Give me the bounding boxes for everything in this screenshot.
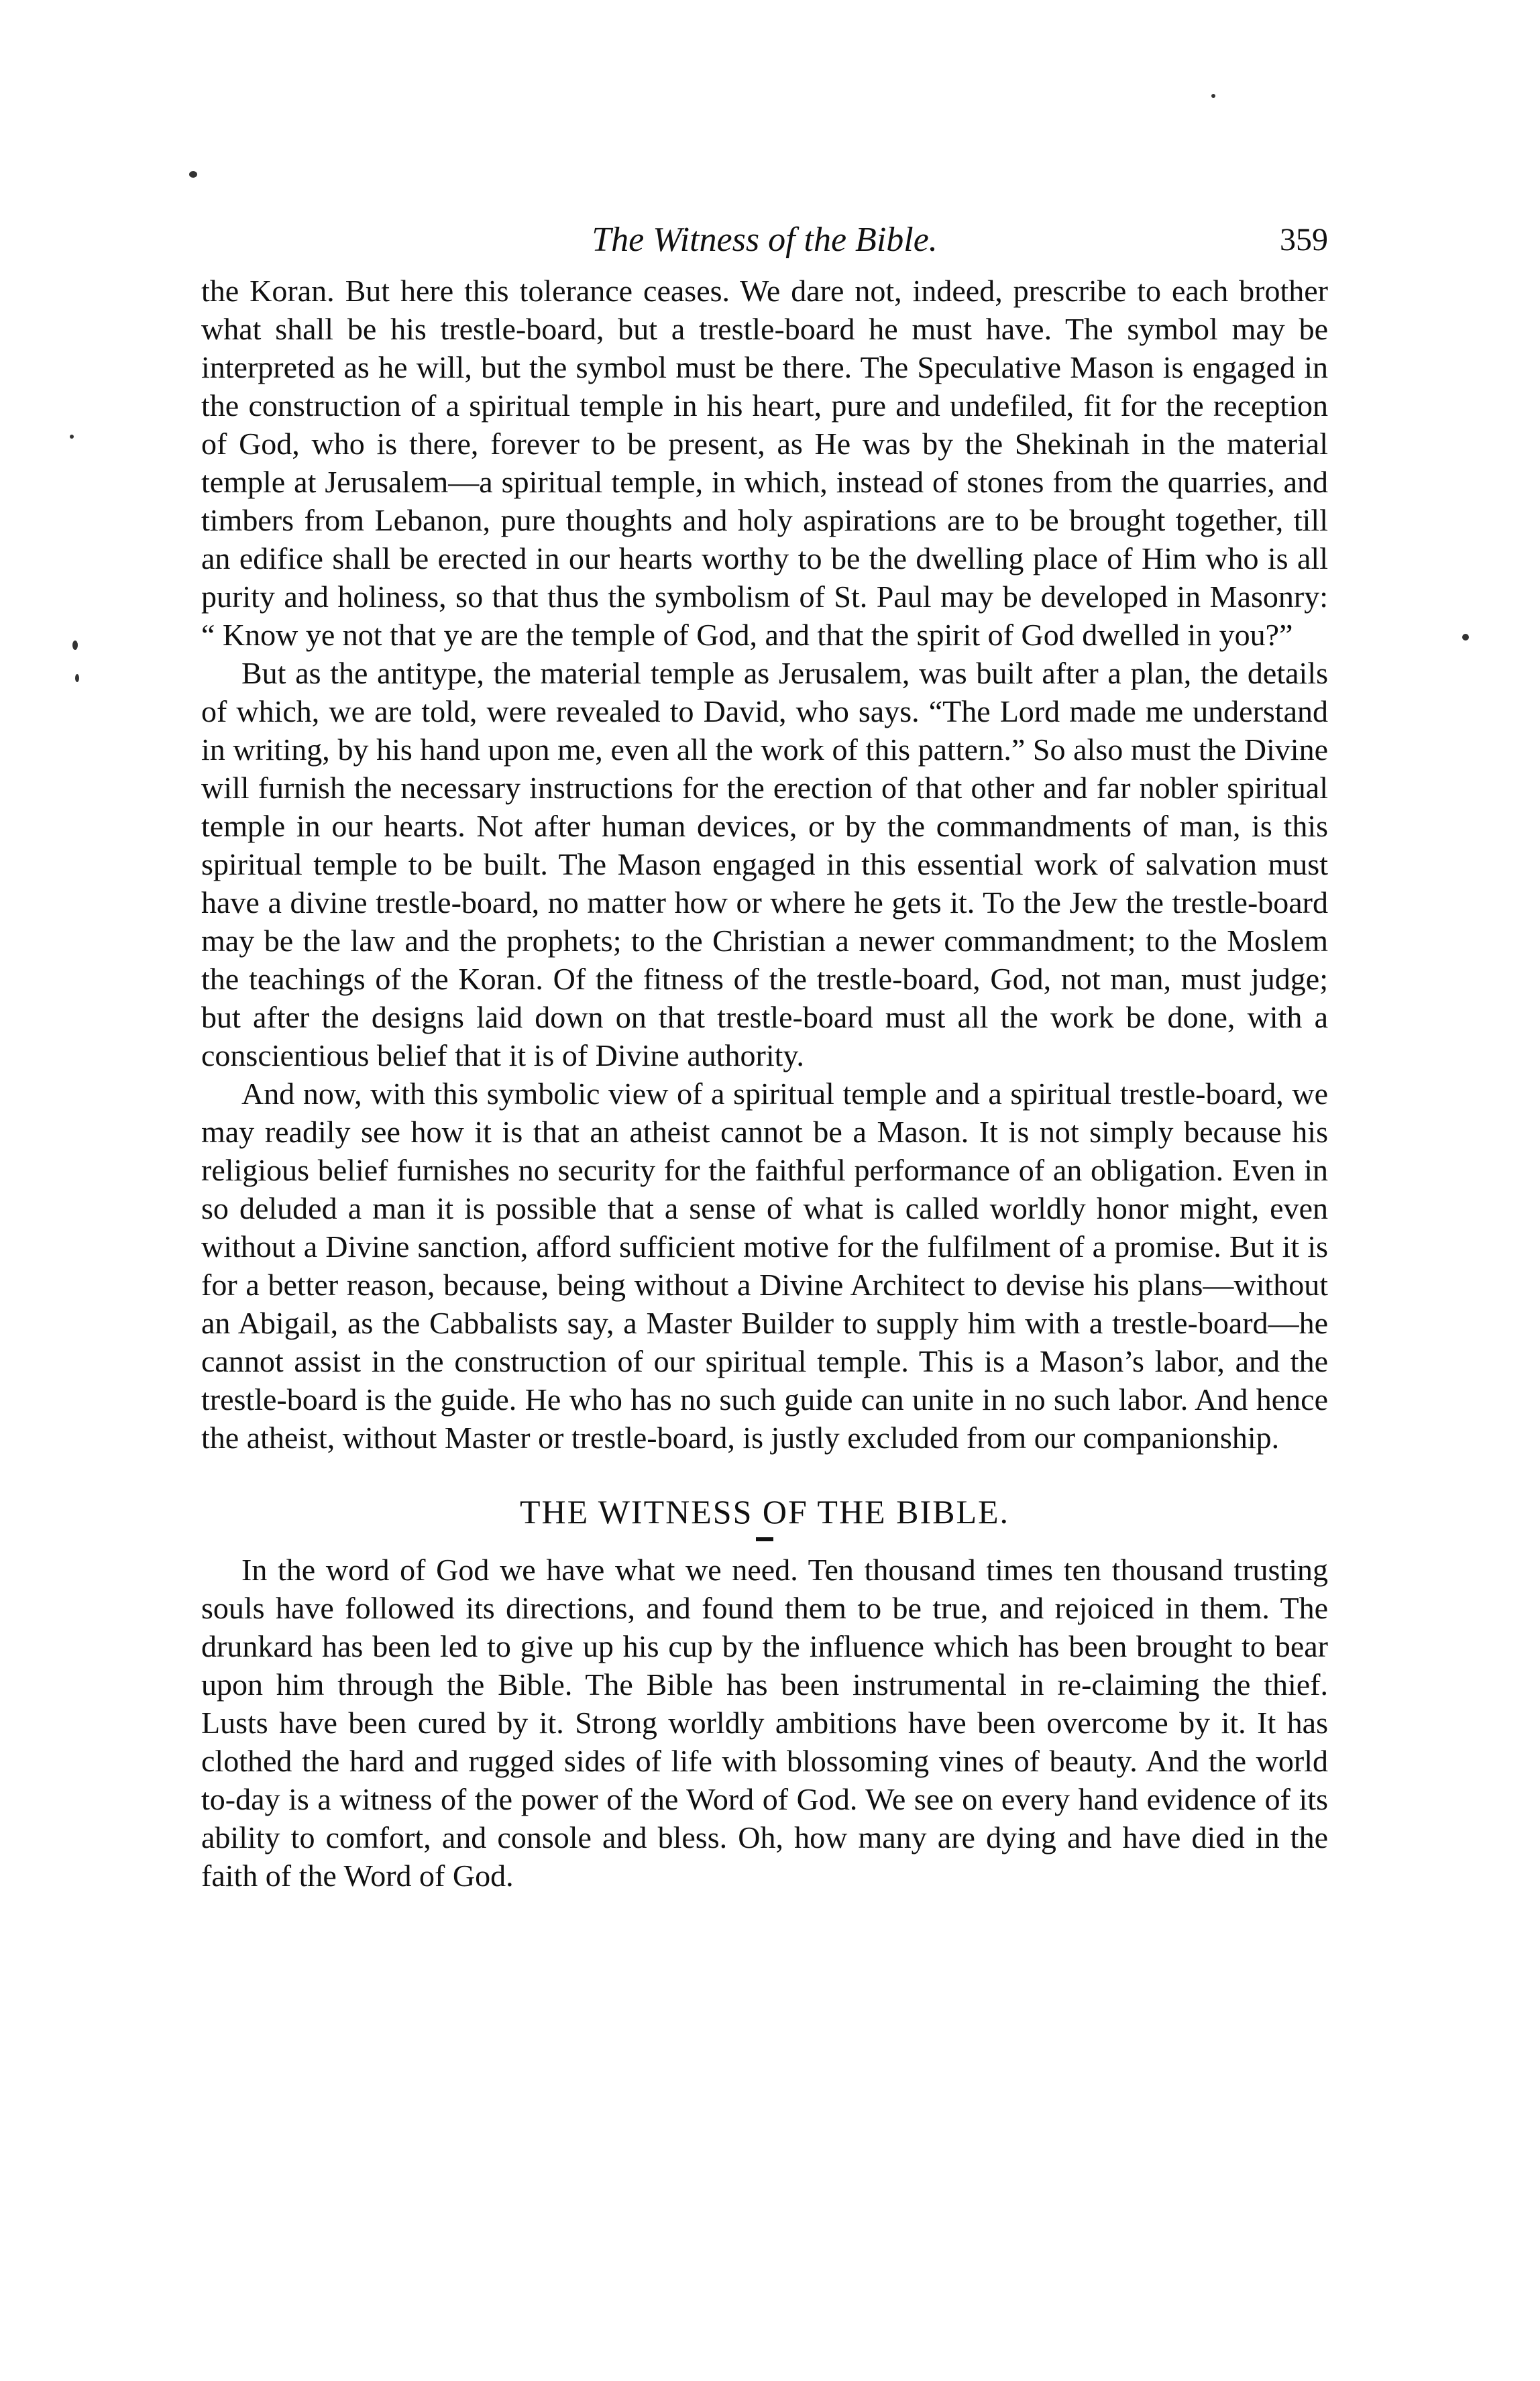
ink-speck-left-margin-3: [75, 674, 79, 682]
ink-speck-right-margin: [1462, 634, 1469, 641]
paragraph-antitype: But as the antitype, the material temple as Jerusalem, was built after a plan, the details of which, we are told, were revealed to David, who says. “The Lord made me understand in writing, by his hand upon me, even all the work of this pattern.” So also must the Divine will furnish the necessary instructions for the erection of that other and far nobler spiritual temple in our hearts. Not after human devices, or by the commandments of man, is this spiritual temple to be built. The Mason engaged in this essential work of salvation must have a divine trestle-board, no matter how or where he gets it. To the Jew the trestle-board may be the law and the prophets; to the Christian a newer commandment; to the Moslem the teachings of the Koran. Of the fitness of the trestle-board, God, not man, must judge; but after the designs laid down on that trestle-board must all the work be done, with a conscientious belief that it is of Divine authority.: [201, 656, 1328, 1072]
section-heading: THE WITNESS OF THE BIBLE.: [519, 1493, 1010, 1531]
paragraph-atheist: And now, with this symbolic view of a spiritual temple and a spiritual trestle-board, we may readily see how it is that an atheist cannot be a Mason. It is not simply because his religious belief furnishes no security for the faithful performance of an obligation. Even in so deluded a man it is possible that a sense of what is called worldly honor might, even without a Divine sanction, afford sufficient motive for the fulfilment of a promise. But it is for a better reason, because, being without a Divine Architect to devise his plans—without an Abigail, as the Cabbalists say, a Master Builder to supply him with a trestle-board—he cannot assist in the construction of our spiritual temple. This is a Mason’s labor, and the trestle-board is the guide. He who has no such guide can unite in no such labor. And hence the atheist, without Master or trestle-board, is justly excluded from our companionship.: [201, 1076, 1328, 1455]
paragraph-witness: In the word of God we have what we need. Ten thousand times ten thousand trusting souls have followed its directions, and found them to be true, and rejoiced in them. The drunkard has been led to give up his cup by the influence which has been brought to bear upon him through the Bible. The Bible has been instrumental in re-claiming the thief. Lusts have been cured by it. Strong worldly ambitions have been overcome by it. It has clothed the hard and rugged sides of life with blossoming vines of beauty. And the world to-day is a witness of the power of the Word of God. We see on every hand evidence of its ability to comfort, and console and bless. Oh, how many are dying and have died in the faith of the Word of God.: [201, 1553, 1328, 1893]
ink-speck-left-margin-1: [70, 435, 74, 439]
page-number: 359: [1280, 222, 1328, 258]
paragraph-continued: the Koran. But here this tolerance ceases. We dare not, indeed, prescribe to each brother what shall be his trestle-board, but a trestle-board he must have. The symbol may be interpreted as he will, but the symbol must be there. The Speculative Mason is engaged in the construction of a spiritual temple in his heart, pure and undefiled, fit for the reception of God, who is there, forever to be present, as He was by the Shekinah in the material temple at Jerusalem—a spiritual temple, in which, instead of stones from the quarries, and timbers from Lebanon, pure thoughts and holy aspirations are to be brought together, till an edifice shall be erected in our hearts worthy to be the dwelling place of Him who is all purity and holiness, so that thus the symbolism of St. Paul may be developed in Masonry: “ Know ye not that ye are the temple of God, and that the spirit of God dwelled in you?”: [201, 274, 1328, 652]
running-title: The Witness of the Bible.: [592, 221, 938, 259]
running-head: [201, 213, 1328, 267]
ink-speck-top-right: [1211, 94, 1215, 98]
body-text: [201, 272, 1328, 1895]
ink-speck-top-left: [189, 171, 197, 178]
ink-speck-left-margin-2: [72, 641, 78, 650]
heading-rule: [756, 1537, 773, 1541]
